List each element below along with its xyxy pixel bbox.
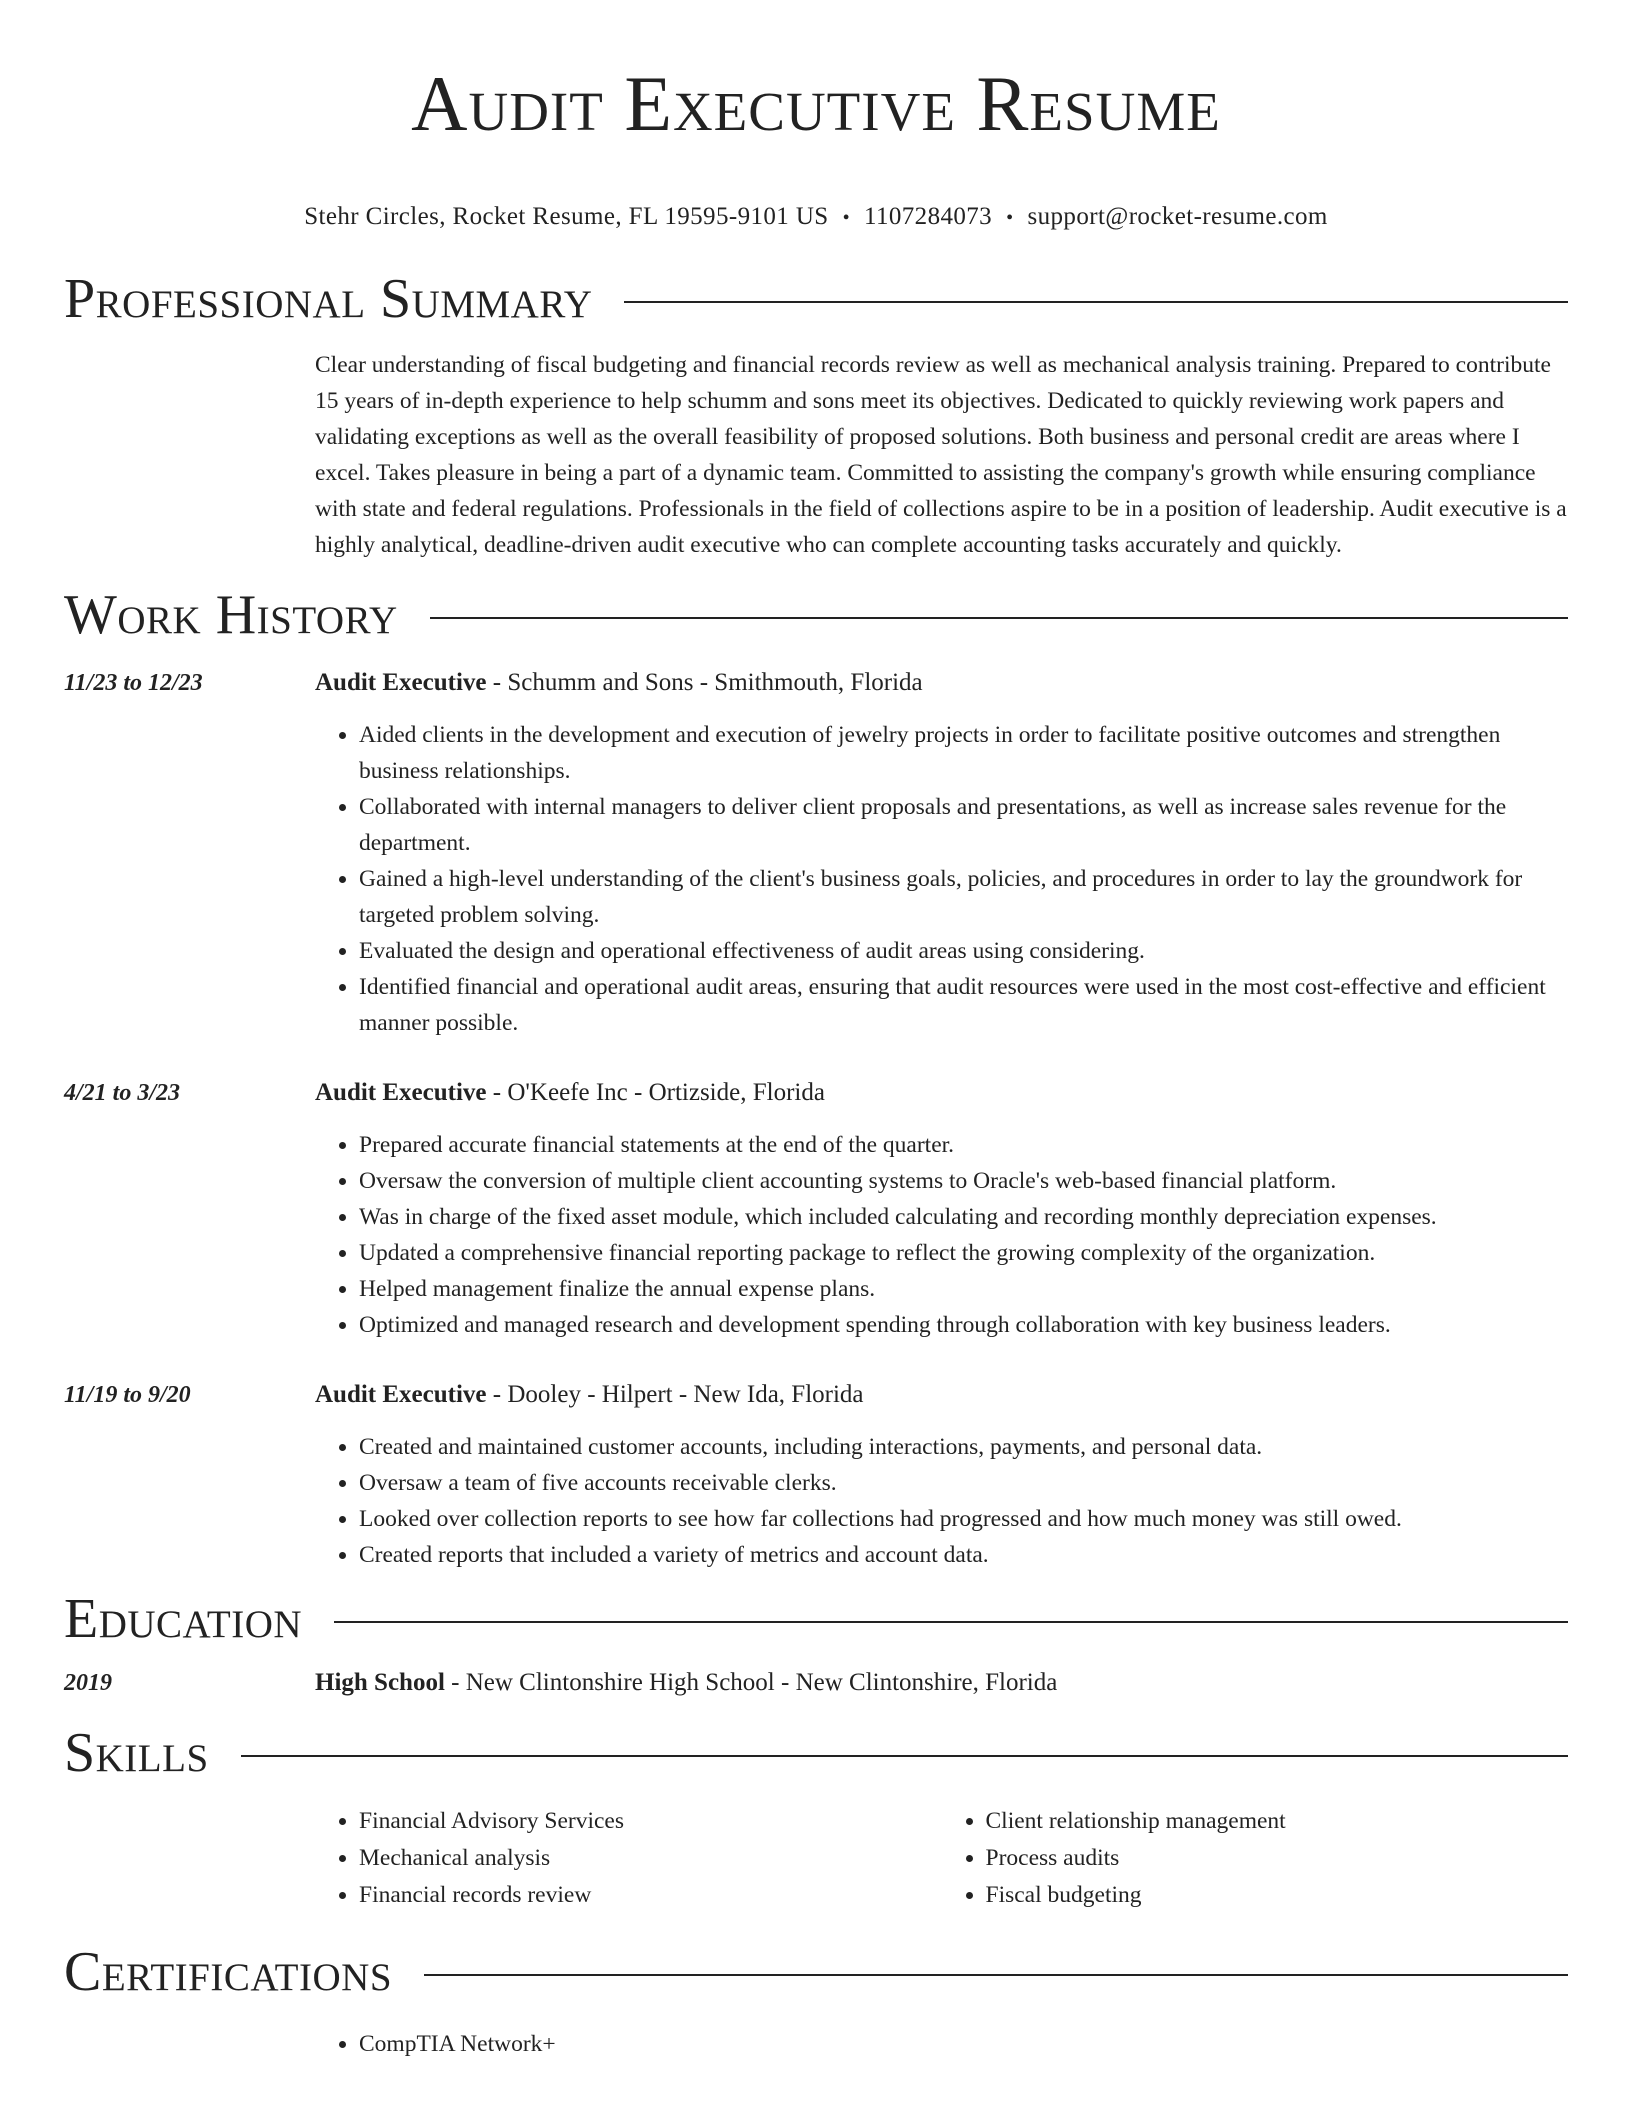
list-item: • Oversaw the conversion of multiple client accounting systems to Oracle's web-based financial platform. <box>359 1163 1568 1199</box>
education-heading <box>315 1665 1568 1701</box>
job-title: Audit Executive <box>315 1079 487 1106</box>
email: support@rocket-resume.com <box>1027 203 1328 230</box>
work-heading <box>315 1075 1568 1111</box>
section-title: Education <box>64 1588 303 1650</box>
section-professional-summary <box>64 267 1568 331</box>
section-title: Work History <box>64 584 398 646</box>
list-item: • Updated a comprehensive financial reporting package to reflect the growing complexity of the organization. <box>359 1235 1568 1271</box>
list-item: • Was in charge of the fixed asset module, which included calculating and recording monthly depreciation expenses. <box>359 1199 1568 1235</box>
list-item: • CompTIA Network+ <box>359 2026 976 2063</box>
list-item: • Helped management finalize the annual expense plans. <box>359 1271 1568 1307</box>
job-details: - Schumm and Sons - Smithmouth, Florida <box>486 669 923 696</box>
list-item: • Gained a high-level understanding of the client's business goals, policies, and procedures in order to lay the groundwork for targeted problem solving. <box>359 861 1568 933</box>
work-dates: 4/21 to 3/23 <box>64 1080 181 1106</box>
section-title: Professional Summary <box>64 268 593 330</box>
work-bullets <box>315 717 1568 1041</box>
work-dates: 11/19 to 9/20 <box>64 1382 191 1408</box>
section-divider <box>430 617 1568 619</box>
school-details: - New Clintonshire High School - New Clintonshire, Florida <box>444 1669 1058 1696</box>
summary-text: Clear understanding of fiscal budgeting and financial records review as well as mechanical analysis training. Prepared to contribute 15 years of in-depth experience to help schumm and sons meet its objectives. Dedicated to quickly reviewing work papers and validating exceptions as well as the overall feasibility of proposed solutions. Both business and personal credit are areas where I excel. Takes pleasure in being a part of a dynamic team. Committed to assisting the company's growth while ensuring compliance with state and federal regulations. Professionals in the field of collections aspire to be in a position of leadership. Audit executive is a highly analytical, deadline-driven audit executive who can complete accounting tasks accurately and quickly. <box>315 352 1567 558</box>
section-divider <box>241 1755 1568 1757</box>
list-item: • Evaluated the design and operational effectiveness of audit areas using considering. <box>359 933 1568 969</box>
list-item: • Financial records review <box>359 1877 942 1914</box>
resume-title: Audit Executive Resume <box>411 60 1221 147</box>
skills-column-right <box>942 1803 1569 1914</box>
certifications-column <box>315 2026 976 2063</box>
section-skills <box>64 1721 1568 1785</box>
resume-page <box>64 0 1568 2112</box>
list-item: • Created and maintained customer accounts, including interactions, payments, and personal data. <box>359 1429 1568 1465</box>
list-item: • Fiscal budgeting <box>986 1877 1569 1914</box>
list-item: • Oversaw a team of five accounts receivable clerks. <box>359 1465 1568 1501</box>
section-divider <box>424 1974 1568 1976</box>
list-item: • Process audits <box>986 1840 1569 1877</box>
work-entry <box>64 1377 1568 1573</box>
phone: 1107284073 <box>864 203 993 230</box>
list-item: • Identified financial and operational audit areas, ensuring that audit resources were used in the most cost-effective and efficient manner possible. <box>359 969 1568 1041</box>
section-certifications <box>64 1940 1568 2004</box>
work-heading <box>315 665 1568 701</box>
job-details: - O'Keefe Inc - Ortizside, Florida <box>486 1079 825 1106</box>
education-year: 2019 <box>64 1670 112 1696</box>
skills-list <box>315 1803 1568 1914</box>
work-entry <box>64 665 1568 1041</box>
list-item: • Looked over collection reports to see how far collections had progressed and how much money was still owed. <box>359 1501 1568 1537</box>
list-item: • Optimized and managed research and development spending through collaboration with key business leaders. <box>359 1307 1568 1343</box>
section-title: Skills <box>64 1722 209 1784</box>
job-details: - Dooley - Hilpert - New Ida, Florida <box>486 1381 864 1408</box>
separator-dot: • <box>842 207 850 229</box>
work-entry <box>64 1075 1568 1343</box>
separator-dot: • <box>1006 207 1014 229</box>
work-bullets <box>315 1429 1568 1573</box>
degree: High School <box>315 1669 445 1696</box>
job-title: Audit Executive <box>315 1381 487 1408</box>
education-entry <box>64 1665 1568 1701</box>
section-education <box>64 1587 1568 1651</box>
list-item: • Prepared accurate financial statements at the end of the quarter. <box>359 1127 1568 1163</box>
list-item: • Collaborated with internal managers to deliver client proposals and presentations, as well as increase sales revenue for the department. <box>359 789 1568 861</box>
job-title: Audit Executive <box>315 669 487 696</box>
section-work-history <box>64 583 1568 647</box>
address: Stehr Circles, Rocket Resume, FL 19595-9101 US <box>304 203 829 230</box>
skills-column-left <box>315 1803 942 1914</box>
contact-line <box>64 202 1568 233</box>
list-item: • Created reports that included a variety of metrics and account data. <box>359 1537 1568 1573</box>
section-title: Certifications <box>64 1941 393 2003</box>
list-item: • Financial Advisory Services <box>359 1803 942 1840</box>
section-divider <box>624 301 1568 303</box>
list-item: • Mechanical analysis <box>359 1840 942 1877</box>
work-bullets <box>315 1127 1568 1343</box>
work-heading <box>315 1377 1568 1413</box>
work-dates: 11/23 to 12/23 <box>64 670 203 696</box>
list-item: • Aided clients in the development and execution of jewelry projects in order to facilitate positive outcomes and strengthen business relationships. <box>359 717 1568 789</box>
section-divider <box>334 1621 1568 1623</box>
certifications-list <box>315 2026 1568 2063</box>
list-item: • Client relationship management <box>986 1803 1569 1840</box>
